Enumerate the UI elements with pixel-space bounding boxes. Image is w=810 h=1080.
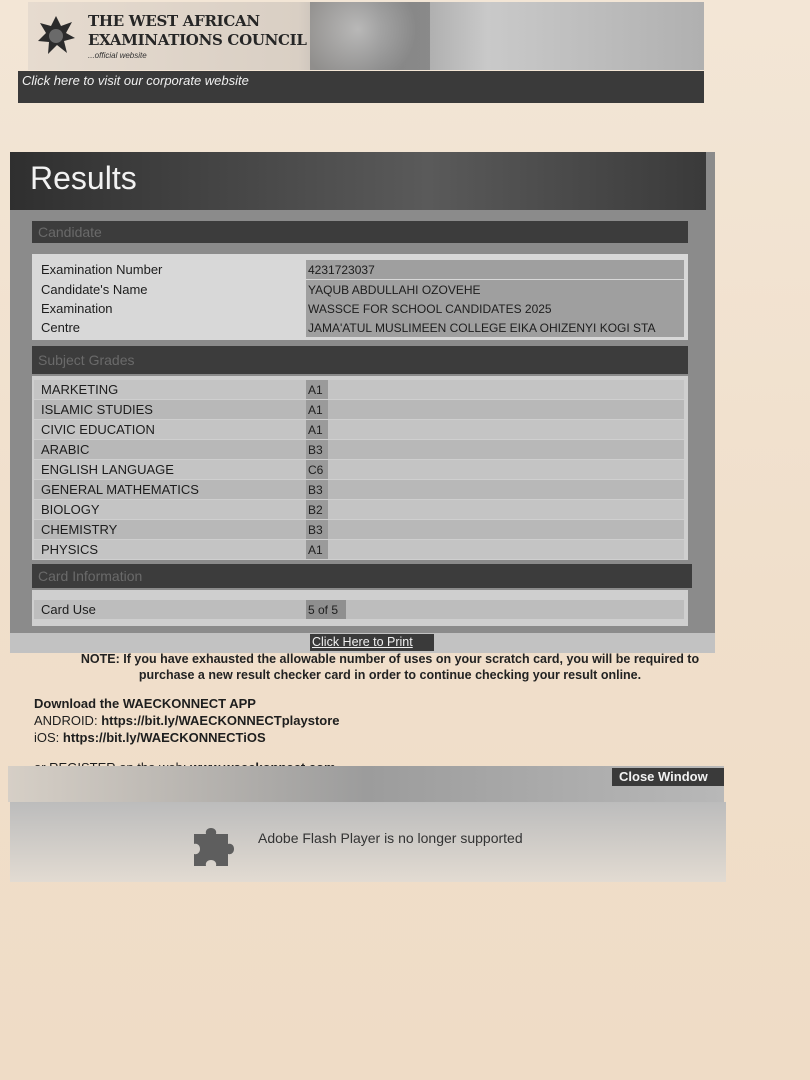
subject-row: CIVIC EDUCATION A1: [34, 420, 684, 439]
candidate-name: YAQUB ABDULLAHI OZOVEHE: [308, 283, 481, 297]
subject-row: BIOLOGY B2: [34, 500, 684, 519]
org-name-line1: THE WEST AFRICAN: [88, 12, 260, 30]
card-use-label: Card Use: [41, 602, 96, 617]
corporate-link-bar[interactable]: [18, 71, 704, 103]
waec-logo-icon: [36, 14, 76, 56]
org-name-line2: EXAMINATIONS COUNCIL: [88, 31, 307, 49]
page-title: Results: [30, 160, 137, 196]
grade-value: B2: [308, 503, 323, 517]
subject-row: ENGLISH LANGUAGE C6: [34, 460, 684, 479]
grade-value: B3: [308, 523, 323, 537]
subject-row: MARKETING A1: [34, 380, 684, 399]
puzzle-piece-icon: [190, 820, 240, 870]
download-title: Download the WAECKONNECT APP: [34, 696, 256, 711]
centre-name: JAMA'ATUL MUSLIMEEN COLLEGE EIKA OHIZENYI KOGI STA: [308, 321, 656, 335]
card-use-row: [34, 600, 684, 619]
grade-value: A1: [308, 543, 323, 557]
close-window-button[interactable]: Close Window: [612, 768, 724, 786]
field-row: Candidate's Name YAQUB ABDULLAHI OZOVEHE: [34, 280, 684, 299]
field-row: Examination Number 4231723037: [34, 260, 684, 279]
grade-value: A1: [308, 403, 323, 417]
header-photo: [310, 2, 430, 70]
grade-value: A1: [308, 383, 323, 397]
grade-value: B3: [308, 443, 323, 457]
field-row: Centre JAMA'ATUL MUSLIMEEN COLLEGE EIKA OHIZENYI KOGI STA: [34, 318, 684, 337]
note-text: [60, 651, 720, 683]
flash-message: Adobe Flash Player is no longer supported: [258, 830, 523, 846]
android-link[interactable]: https://bit.ly/WAECKONNECTplaystore: [101, 713, 340, 728]
grade-value: A1: [308, 423, 323, 437]
note-prefix: NOTE:: [80, 652, 120, 666]
subject-row: CHEMISTRY B3: [34, 520, 684, 539]
examination-name: WASSCE FOR SCHOOL CANDIDATES 2025: [308, 302, 552, 316]
candidate-section-header: Candidate: [32, 221, 688, 243]
field-row: Examination WASSCE FOR SCHOOL CANDIDATES 2025: [34, 299, 684, 318]
card-use-value: 5 of 5: [308, 603, 339, 617]
ios-line: iOS: https://bit.ly/WAECKONNECTiOS: [34, 730, 266, 745]
print-link[interactable]: Click Here to Print: [312, 635, 413, 649]
subject-row: GENERAL MATHEMATICS B3: [34, 480, 684, 499]
grade-value: B3: [308, 483, 323, 497]
subject-row: PHYSICS A1: [34, 540, 684, 559]
org-tagline: ...official website: [88, 51, 147, 60]
results-title-bar: [10, 152, 706, 210]
subject-row: ISLAMIC STUDIES A1: [34, 400, 684, 419]
subject-row: ARABIC B3: [34, 440, 684, 459]
corporate-link[interactable]: Click here to visit our corporate website: [22, 73, 249, 88]
android-line: ANDROID: https://bit.ly/WAECKONNECTplaystore: [34, 713, 340, 728]
print-button[interactable]: [310, 634, 434, 651]
card-section-header: Card Information: [32, 564, 692, 588]
ios-link[interactable]: https://bit.ly/WAECKONNECTiOS: [62, 730, 266, 745]
subjects-section-header: Subject Grades: [32, 346, 688, 374]
note-body: If you have exhausted the allowable number of uses on your scratch card, you will be required to purchase a new result checker card in order to continue checking your result online.: [123, 652, 700, 682]
grade-value: C6: [308, 463, 324, 477]
examination-number: 4231723037: [308, 263, 375, 277]
header-banner: [28, 2, 704, 70]
